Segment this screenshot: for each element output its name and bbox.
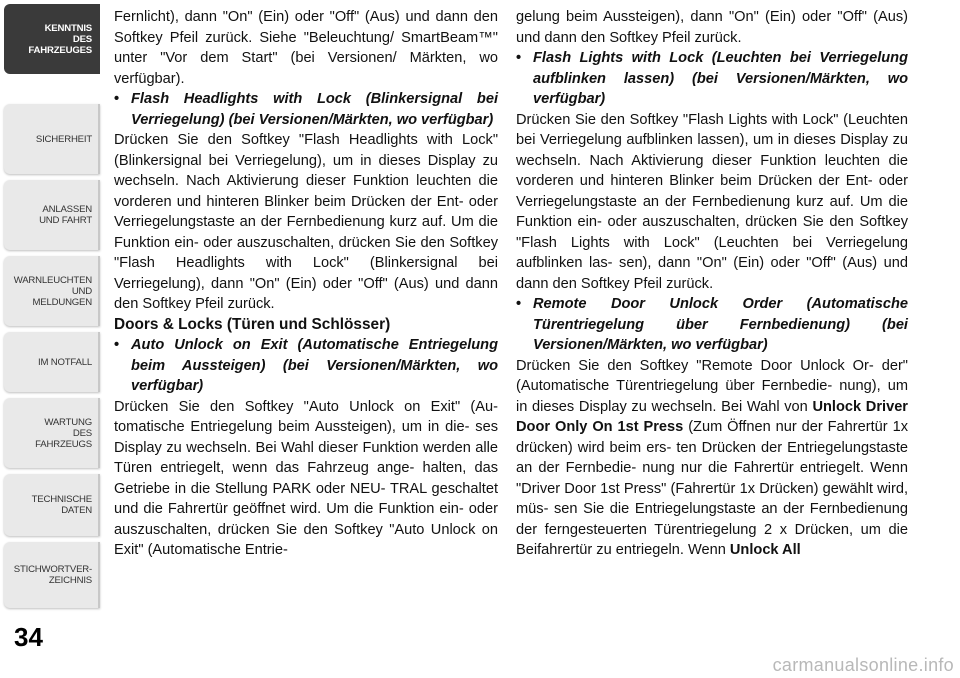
paragraph: Drücken Sie den Softkey "Flash Headlights with Lock" (Blinkersignal bei Verriegelung), um in dieses Display zu wechseln. Nach Aktivierung dieser Funktion leuchten die vorderen und hinteren Blinker beim Drücken der Ent- oder Verriegelungstaste an der Fernbedienung kurz auf. Um die Funktion ein- oder auszuschalten, drücken Sie den Softkey "Flash Headlights with Lock" (Blinkersignal bei Verriegelung), dann "On" (Ein) oder "Off" (Aus) und dann den Softkey Pfeil zurück.	[114, 132, 498, 312]
paragraph: Drücken Sie den Softkey "Auto Unlock on Exit" (Au- tomatische Entriegelung beim Aussteigen), um in die- ses Display zu wechseln. Bei Wahl dieser Funktion werden alle Türen entriegelt, wenn das Fahrzeug ange- halten, das Getriebe in die Stellung PARK oder NEU- TRAL geschaltet und die Fahrertür geöffnet wird. Um die Funktion ein- oder auszuschalten, drücken Sie den Softkey "Auto Unlock on Exit" (Automatische Entrie-	[114, 398, 498, 558]
tab-wartung-des-fahrzeugs[interactable]: WARTUNG DES FAHRZEUGS	[4, 398, 100, 468]
text-column-left	[114, 7, 498, 561]
paragraph: Drücken Sie den Softkey "Remote Door Unlock Or- der" (Automatische Türentriegelung über Fernbedie- nung), um in dieses Display zu wechseln. Bei Wahl von Unlock Driver Door Only On 1st Press (Zum Öffnen nur der Fahrertür 1x drücken) wird beim ers- ten Drücken der Entriegelungstaste an der Fernbedie- nung nur die Fahrertür entriegelt. Wenn "Driver Door 1st Press" (Fahrertür 1x Drücken) gewählt wird, müs- sen Sie die Entriegelungstaste an der Fernbedienung der ferngesteuerten Türentriegelung 2 x Drücken, um die Beifahrertür zu entriegeln. Wenn Unlock All	[516, 357, 908, 558]
tab-warnleuchten-und-meldungen[interactable]: WARNLEUCHTEN UND MELDUNGEN	[4, 256, 100, 326]
paragraph: Drücken Sie den Softkey "Flash Lights with Lock" (Leuchten bei Verriegelung aufblinken lassen), um in dieses Display zu wechseln. Nach Aktivierung dieser Funktion leuchten die vorderen und hinteren Blinker beim Drücken der Ent- oder Verriegelungstaste an der Fernbedienung kurz auf. Um die Funktion ein- oder auszuschalten, drücken Sie den Softkey "Flash Lights with Lock" (Leuchten bei Verriegelung aufblinken las- sen), dann "On" (Ein) oder "Off" (Aus) und dann den Softkey Pfeil zurück.	[516, 111, 908, 292]
bold-option: Unlock All	[729, 542, 801, 558]
text-column-right	[516, 7, 908, 561]
tab-sicherheit[interactable]: SICHERHEIT	[4, 104, 100, 174]
bullet-icon: •	[516, 50, 522, 66]
chapter-sidebar	[0, 0, 104, 678]
bullet-icon: •	[114, 337, 120, 353]
bullet-heading: • Flash Lights with Lock (Leuchten bei Verriegelung aufblinken lassen) (bei Versionen/Märkten, wo verfügbar)	[516, 50, 908, 107]
tab-technische-daten[interactable]: TECHNISCHE DATEN	[4, 474, 100, 536]
bullet-heading: • Flash Headlights with Lock (Blinkersignal bei Verriegelung) (bei Versionen/Märkten, wo verfügbar)	[114, 91, 498, 128]
bullet-icon: •	[114, 91, 120, 107]
watermark: carmanualsonline.info	[772, 655, 954, 675]
paragraph: gelung beim Aussteigen), dann "On" (Ein) oder "Off" (Aus) und dann den Softkey Pfeil zurück.	[516, 9, 908, 46]
bold-option: Unlock Driver Door Only On 1st Press	[516, 398, 908, 435]
tab-anlassen-und-fahrt[interactable]: ANLASSEN UND FAHRT	[4, 180, 100, 250]
tab-kenntnis-des-fahrzeuges[interactable]: KENNTNIS DES FAHRZEUGES	[4, 4, 100, 74]
section-heading: Doors & Locks (Türen und Schlösser)	[114, 315, 391, 333]
bullet-heading: • Remote Door Unlock Order (Automatische Türentriegelung über Fernbedienung) (bei Versionen/Märkten, wo verfügbar)	[516, 296, 908, 353]
paragraph: Fernlicht), dann "On" (Ein) oder "Off" (Aus) und dann den Softkey Pfeil zurück. Siehe "Beleuchtung/ SmartBeam™" unter "Vor dem Start" (bei Versionen/ Märkten, wo verfügbar).	[114, 9, 498, 87]
page-number: 34	[14, 622, 43, 652]
bullet-heading: • Auto Unlock on Exit (Automatische Entriegelung beim Aussteigen) (bei Versionen/Märkten, wo verfügbar)	[114, 337, 498, 394]
tab-stichwortverzeichnis[interactable]: STICHWORTVER- ZEICHNIS	[4, 542, 100, 608]
bullet-icon: •	[516, 296, 522, 312]
tab-im-notfall[interactable]: IM NOTFALL	[4, 332, 100, 392]
